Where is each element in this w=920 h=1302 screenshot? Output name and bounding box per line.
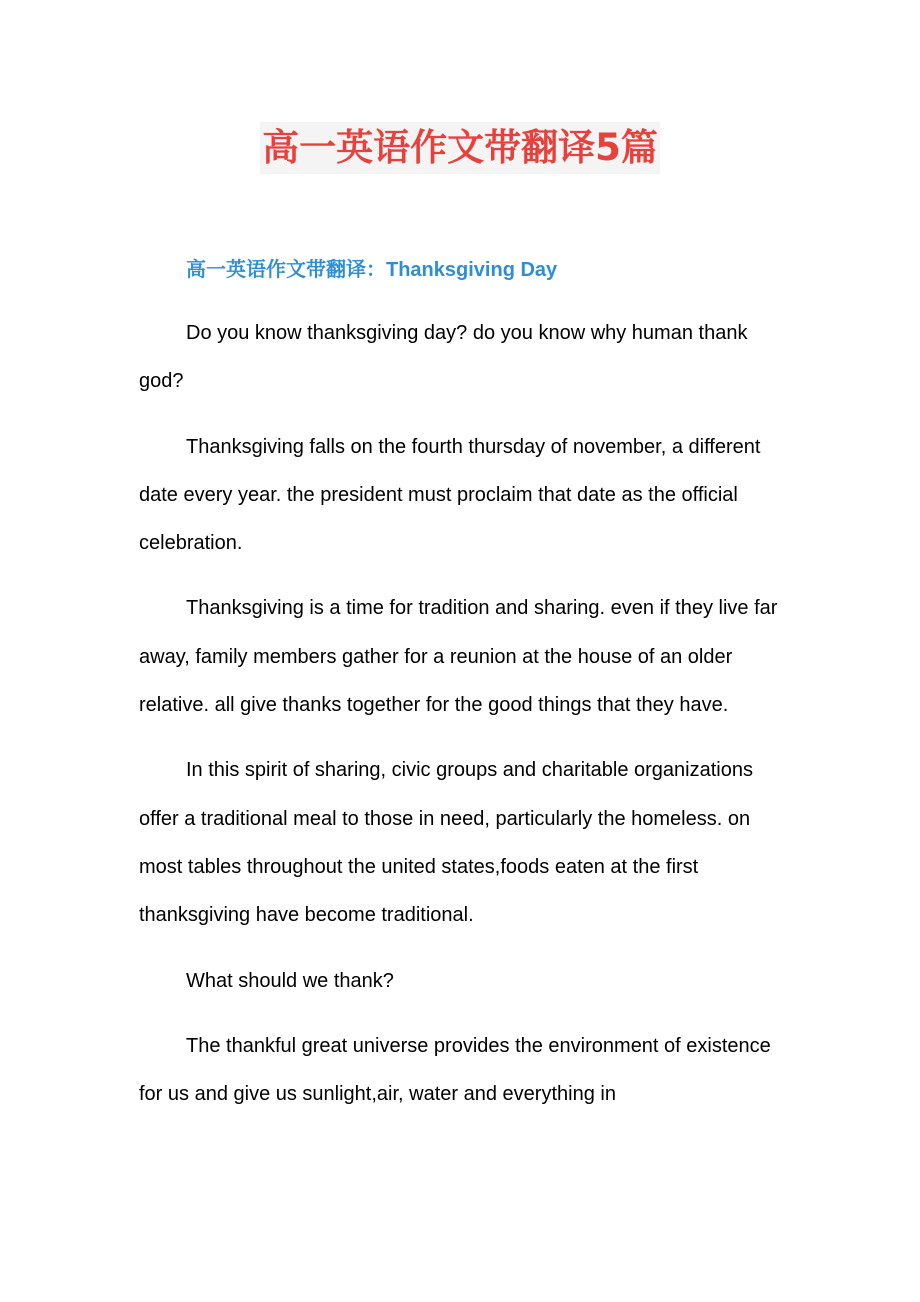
paragraph: The thankful great universe provides the environment of existence for us and give us sunlight,air, water and everything in	[139, 1034, 771, 1106]
document-title-text: 高一英语作文带翻译5篇	[260, 122, 660, 174]
paragraph: Do you know thanksgiving day? do you know why human thank god?	[139, 322, 748, 393]
paragraph: Thanksgiving falls on the fourth thursday of november, a different date every year. the president must proclaim that date as the official celebration.	[139, 435, 761, 555]
section-heading-title: Thanksgiving Day	[386, 259, 558, 281]
document-title	[0, 122, 920, 174]
paragraph: In this spirit of sharing, civic groups and charitable organizations offer a traditional meal to those in need, particularly the homeless. on most tables throughout the united states,foods eaten at the first thanksgiving have become traditional.	[139, 759, 753, 927]
section-heading	[186, 254, 557, 285]
section-heading-prefix: 高一英语作文带翻译：	[186, 257, 386, 281]
document-body	[139, 309, 779, 1118]
paragraph: Thanksgiving is a time for tradition and sharing. even if they live far away, family members gather for a reunion at the house of an older relative. all give thanks together for the good things that they have.	[139, 597, 778, 717]
paragraph: What should we thank?	[186, 969, 394, 992]
